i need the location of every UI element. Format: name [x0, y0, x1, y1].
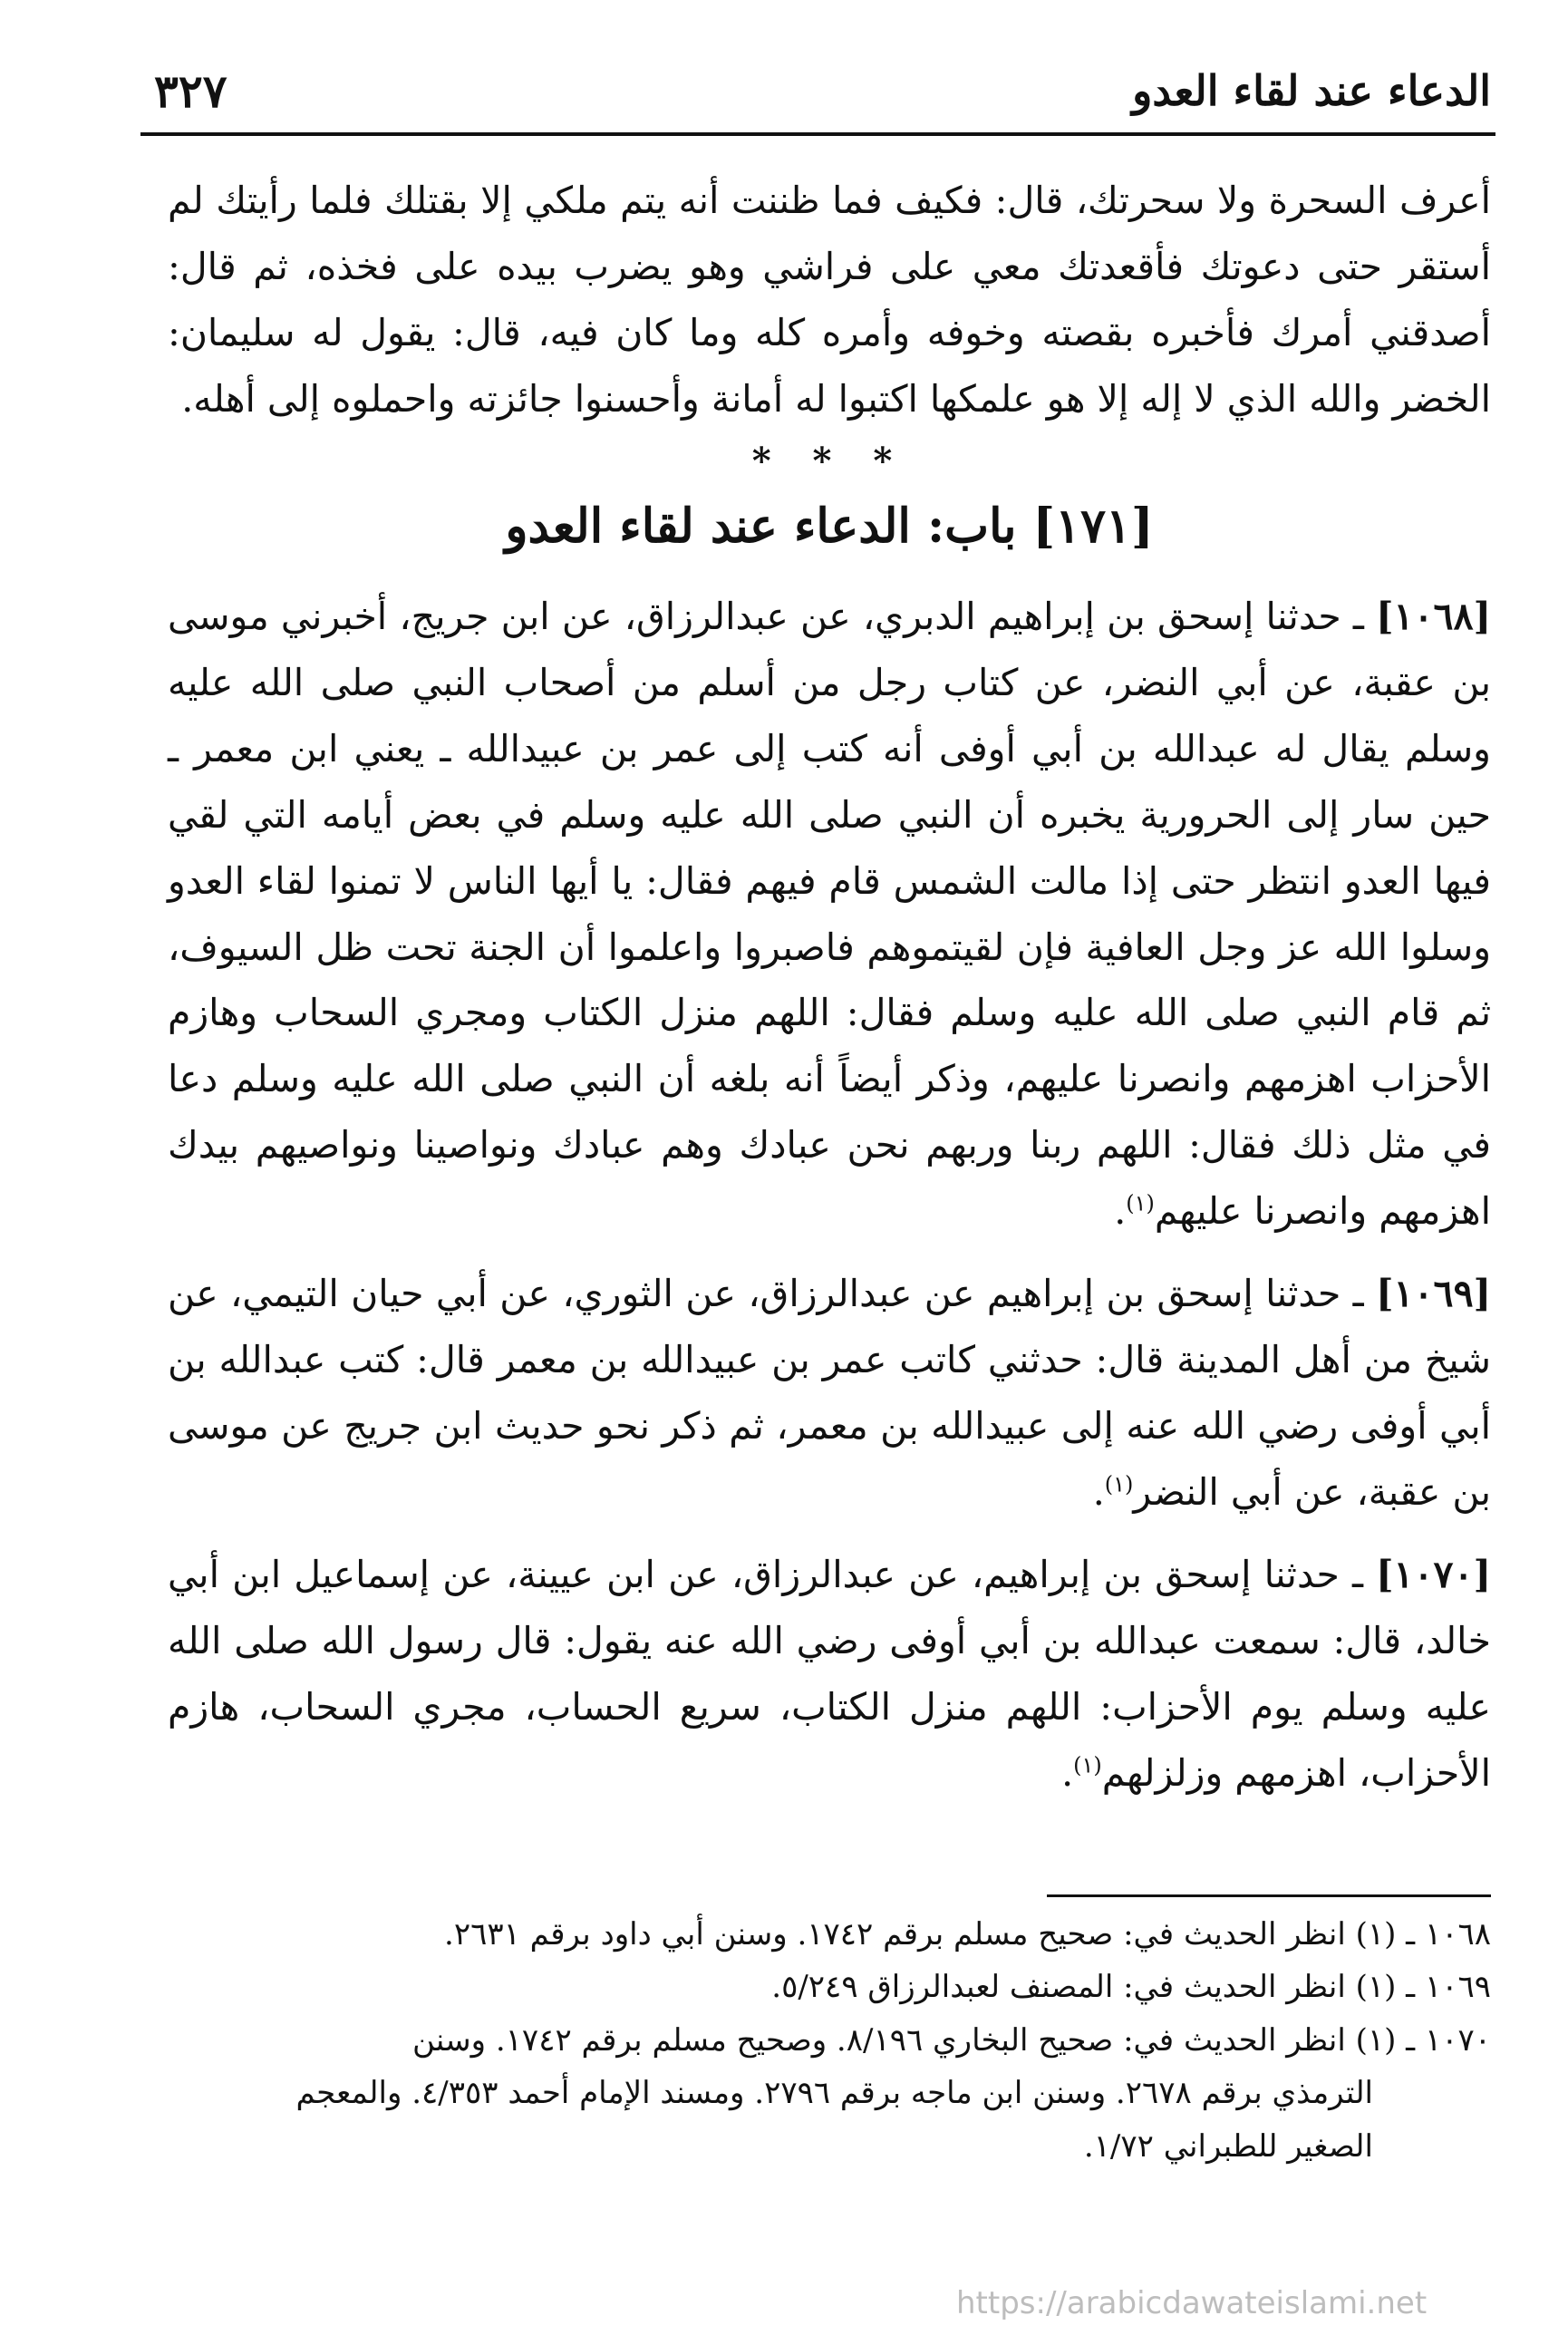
- hadith-text: ـ حدثنا إسحق بن إبراهيم عن عبدالرزاق، عن الثوري، عن أبي حيان التيمي، عن شيخ من أهل المدينة قال: حدثني كاتب عمر بن عبيدالله بن معمر قال: كتب عبدالله بن أبي أوفى رضي الله عنه إلى عبيدالله بن معمر، ثم ذكر نحو حديث ابن جريج عن موسى بن عقبة، عن أبي النضر: [168, 1272, 1491, 1515]
- footnotes: [168, 1908, 1491, 2173]
- header-rule: [140, 132, 1495, 136]
- hadith-end: .: [1092, 1470, 1105, 1515]
- page-number: ٣٢٧: [154, 63, 227, 118]
- hadith-paragraph: [168, 1261, 1491, 1526]
- footnote: ١٠٦٨ ـ (١) انظر الحديث في: صحيح مسلم برقم ١٧٤٢. وسنن أبي داود برقم ٢٦٣١.: [444, 1916, 1491, 1952]
- footnote-marker[interactable]: (١): [1104, 1471, 1134, 1497]
- footnote: ١٠٦٩ ـ (١) انظر الحديث في: المصنف لعبدالرزاق ٥/٢٤٩.: [771, 1969, 1491, 2006]
- chapter-heading: [١٧١] باب: الدعاء عند لقاء العدو: [505, 498, 1154, 554]
- footnote: ١٠٧٠ ـ (١) انظر الحديث في: صحيح البخاري ٨/١٩٦. وصحيح مسلم برقم ١٧٤٢. وسنن: [412, 2021, 1491, 2059]
- main-text: [168, 168, 1491, 1807]
- page-header: [154, 54, 1491, 127]
- hadith-end: .: [1061, 1751, 1074, 1796]
- hadith-number: [١٠٦٨]: [1376, 594, 1491, 638]
- hadith-text: ـ حدثنا إسحق بن إبراهيم الدبري، عن عبدالرزاق، عن ابن جريج، أخبرني موسى بن عقبة، عن أبي النضر، عن كتاب رجل من أسلم من أصحاب النبي صلى الله عليه وسلم يقال له عبدالله بن أبي أوفى أنه كتب إلى عمر بن عبيدالله ـ يعني ابن معمر ـ حين سار إلى الحرورية يخبره أن النبي صلى الله عليه وسلم في بعض أيامه التي لقي فيها العدو انتظر حتى إذا مالت الشمس قام فيهم فقال: يا أيها الناس لا تمنوا لقاء العدو وسلوا الله عز وجل العافية فإن لقيتموهم فاصبروا واعلموا أن الجنة تحت ظل السيوف، ثم قام النبي صلى الله عليه وسلم فقال: اللهم منزل الكتاب ومجري السحاب وهازم الأحزاب اهزمهم وانصرنا عليهم، وذكر أيضاً أنه بلغه أن النبي صلى الله عليه وسلم دعا في مثل ذلك فقال: اللهم ربنا وربهم نحن عبادك وهم عبادك ونواصينا ونواصيهم بيدك اهزمهم وانصرنا عليهم: [168, 594, 1491, 1234]
- hadith-text: ـ حدثنا إسحق بن إبراهيم، عن عبدالرزاق، عن ابن عيينة، عن إسماعيل ابن أبي خالد، قال: سمعت عبدالله بن أبي أوفى رضي الله عنه يقول: قال رسول الله صلى الله عليه وسلم يوم الأحزاب: اللهم منزل الكتاب، سريع الحساب، مجري السحاب، هازم الأحزاب، اهزمهم وزلزلهم: [168, 1553, 1491, 1796]
- footnote-rule: [1047, 1894, 1491, 1897]
- running-title: الدعاء عند لقاء العدو: [1132, 66, 1491, 115]
- footnote-continuation: الصغير للطبراني ١/٧٢.: [1083, 2127, 1373, 2165]
- hadith-number: [١٠٦٩]: [1376, 1272, 1491, 1316]
- hadith-paragraph: [168, 1542, 1491, 1807]
- continuation-paragraph: أعرف السحرة ولا سحرتك، قال: فكيف فما ظننت أنه يتم ملكي إلا بقتلك فلما رأيتك لم أستقر حتى دعوتك فأقعدتك معي على فراشي وهو يضرب بيده على فخذه، ثم قال: أصدقني أمرك فأخبره بقصته وخوفه وأمره كله وما كان فيه، قال: يقول له سليمان: الخضر والله الذي لا إله إلا هو علمكها اكتبوا له أمانة وأحسنوا جائزته واحملوه إلى أهله.: [168, 179, 1491, 421]
- hadith-end: .: [1114, 1189, 1127, 1234]
- hadith-number: [١٠٧٠]: [1376, 1553, 1491, 1597]
- hadith-paragraph: [168, 584, 1491, 1245]
- watermark-url: https://arabicdawateislami.net: [956, 2285, 1428, 2321]
- section-separator: * * *: [751, 439, 907, 482]
- footnote-continuation: الترمذي برقم ٢٦٧٨. وسنن ابن ماجه برقم ٢٧٩٦. ومسند الإمام أحمد ٤/٣٥٣. والمعجم: [295, 2075, 1373, 2112]
- footnote-marker[interactable]: (١): [1126, 1190, 1155, 1216]
- footnote-marker[interactable]: (١): [1073, 1752, 1102, 1778]
